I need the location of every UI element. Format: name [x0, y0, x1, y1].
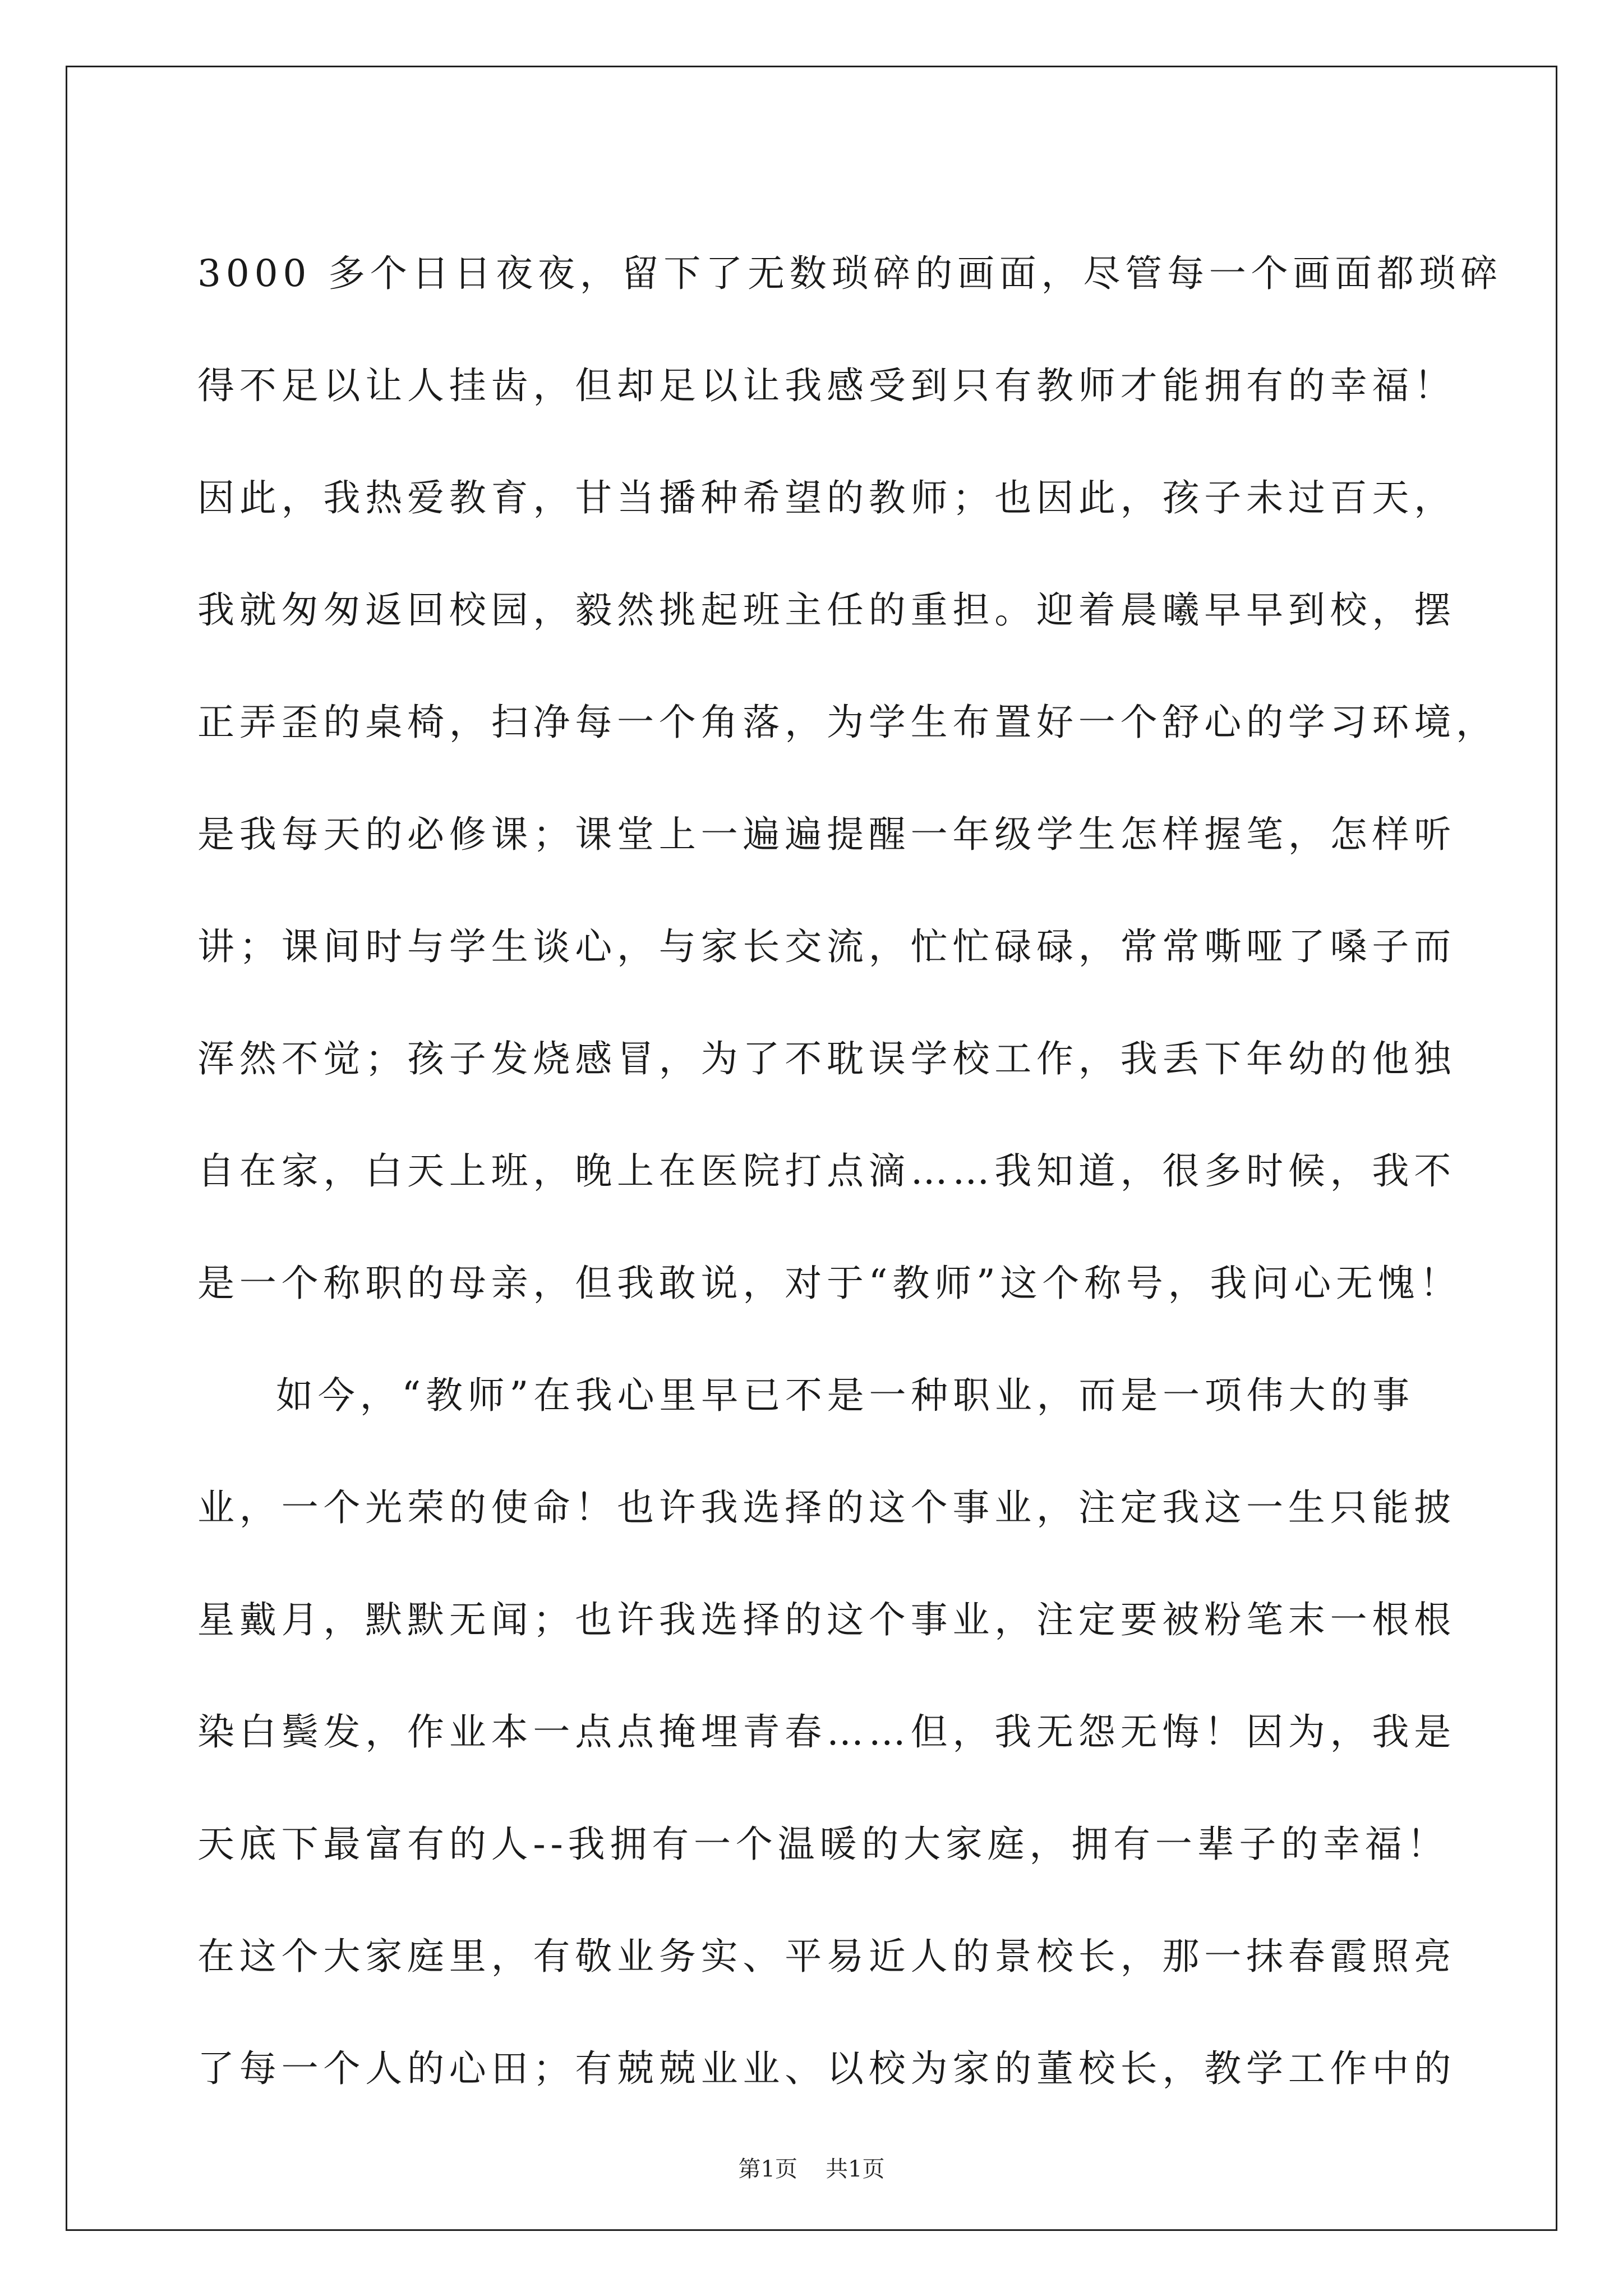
text-line: 是一个称职的母亲，但我敢说，对于“教师”这个称号，我问心无愧！	[197, 1262, 1462, 1305]
text-line: 在这个大家庭里，有敬业务实、平易近人的景校长，那一抹春霞照亮	[197, 1935, 1456, 1978]
text-line: 浑然不觉；孩子发烧感冒，为了不耽误学校工作，我丢下年幼的他独	[197, 1037, 1456, 1080]
text-line: 3000 多个日日夜夜，留下了无数琐碎的画面，尽管每一个画面都琐碎	[197, 252, 1503, 295]
text-line: 因此，我热爱教育，甘当播种希望的教师；也因此，孩子未过百天，	[197, 476, 1456, 519]
text-line: 天底下最富有的人--我拥有一个温暖的大家庭，拥有一辈子的幸福！	[197, 1823, 1449, 1866]
text-line: 正弄歪的桌椅，扫净每一个角落，为学生布置好一个舒心的学习环境，	[197, 701, 1498, 744]
text-line: 了每一个人的心田；有兢兢业业、以校为家的董校长，教学工作中的	[197, 2047, 1456, 2090]
text-line: 星戴月，默默无闻；也许我选择的这个事业，注定要被粉笔末一根根	[197, 1598, 1456, 1641]
page-number-total: 共1页	[826, 2156, 885, 2182]
text-line: 业，一个光荣的使命！也许我选择的这个事业，注定我这一生只能披	[197, 1486, 1456, 1529]
document-body	[197, 218, 1503, 2125]
text-line: 染白鬓发，作业本一点点掩埋青春……但，我无怨无悔！因为，我是	[197, 1710, 1456, 1754]
text-line: 是我每天的必修课；课堂上一遍遍提醒一年级学生怎样握笔，怎样听	[197, 813, 1456, 856]
text-line: 自在家，白天上班，晚上在医院打点滴……我知道，很多时候，我不	[197, 1149, 1456, 1193]
text-line: 讲；课间时与学生谈心，与家长交流，忙忙碌碌，常常嘶哑了嗓子而	[197, 925, 1456, 968]
text-line: 得不足以让人挂齿，但却足以让我感受到只有教师才能拥有的幸福！	[197, 364, 1456, 407]
paragraph-first-line: 如今，“教师”在我心里早已不是一种职业，而是一项伟大的事	[276, 1374, 1414, 1417]
page-number-current: 第1页	[738, 2156, 797, 2182]
text-line: 我就匆匆返回校园，毅然挑起班主任的重担。迎着晨曦早早到校，摆	[197, 588, 1456, 632]
page-footer	[0, 2151, 1623, 2183]
